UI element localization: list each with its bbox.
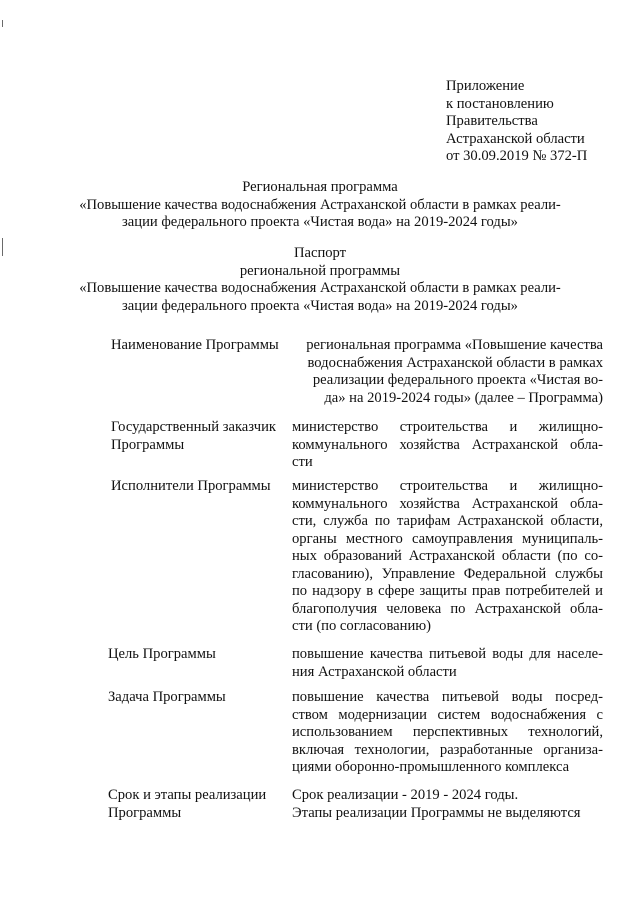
- row-value-line: сти: [292, 454, 313, 470]
- appendix-line: Правительства: [446, 113, 538, 129]
- row-value-line: министерство строительства и жилищно-: [292, 478, 603, 494]
- appendix-line: Приложение: [446, 78, 525, 94]
- row-label: [108, 787, 266, 822]
- row-value-line: коммунального хозяйства Астраханской обла-: [292, 495, 603, 512]
- row-label-line: Наименование Программы: [111, 337, 279, 353]
- row-value-line: региональная программа «Повышение качества: [306, 337, 603, 353]
- row-value-line: водоснабжения Астраханской области в рамках: [307, 354, 603, 371]
- row-value-line: Этапы реализации Программы не выделяются: [292, 804, 581, 821]
- program-title: [0, 179, 640, 232]
- row-value-line: повышение качества питьевой воды посред-: [292, 689, 603, 705]
- row-label-line: Задача Программы: [108, 689, 226, 705]
- row-value-line: сти (по согласованию): [292, 618, 432, 634]
- row-value-line: органы местного самоуправления муниципаль-: [292, 530, 603, 547]
- row-value: [292, 689, 603, 777]
- row-value-line: ных образований Астраханской области (по со-: [292, 548, 603, 564]
- appendix-line: Астраханской области: [446, 130, 585, 147]
- row-label-line: Государственный заказчик: [111, 419, 276, 435]
- row-value-line: сти, служба по тарифам Астраханской области,: [292, 513, 603, 529]
- row-value-line: реализации федерального проекта «Чистая во-: [312, 372, 603, 388]
- row-value-line: ния Астраханской области: [292, 663, 457, 680]
- row-value-line: министерство строительства и жилищно-: [292, 419, 603, 435]
- row-value-line: повышение качества питьевой воды для населе-: [292, 646, 603, 662]
- appendix-date-number: от 30.09.2019 № 372-П: [446, 148, 588, 164]
- program-title-line: «Повышение качества водоснабжения Астраханской области в рамках реали-: [79, 196, 561, 213]
- row-value-line: коммунального хозяйства Астраханской обла-: [292, 436, 603, 453]
- row-value: [292, 787, 603, 822]
- row-label: [108, 689, 226, 707]
- row-label-line: Цель Программы: [108, 646, 216, 662]
- scan-margin-mark: [2, 20, 3, 27]
- program-title-line: зации федерального проекта «Чистая вода» на 2019-2024 годы»: [122, 214, 518, 230]
- passport-title-line: зации федерального проекта «Чистая вода» на 2019-2024 годы»: [122, 297, 518, 314]
- program-title-line: Региональная программа: [242, 179, 398, 195]
- row-value-line: включая технологии, разработанные организа-: [292, 741, 603, 758]
- row-value-line: да» на 2019-2024 годы» (далее – Программа): [324, 389, 603, 406]
- passport-title-line: «Повышение качества водоснабжения Астраханской области в рамках реали-: [79, 280, 561, 296]
- row-value-line: ством модернизации систем водоснабжения с: [292, 706, 603, 723]
- row-label-line: Срок и этапы реализации: [108, 787, 267, 803]
- appendix-line: к постановлению: [446, 95, 554, 112]
- passport-title-line: региональной программы: [239, 262, 401, 279]
- row-value: [292, 478, 603, 636]
- row-value: [292, 646, 603, 681]
- row-value-line: по надзору в сфере защиты прав потребителей и: [292, 583, 603, 599]
- appendix-note: [446, 78, 636, 166]
- row-value-line: гласованию), Управление Федеральной службы: [292, 565, 603, 582]
- row-value-line: циями оборонно-промышленного комплекса: [292, 759, 570, 775]
- row-label-line: Программы: [111, 436, 185, 453]
- passport-title: [0, 245, 640, 315]
- row-value-line: благополучия человека по Астраханской обла-: [292, 600, 603, 617]
- row-label-line: Программы: [108, 804, 182, 821]
- row-value-line: Срок реализации - 2019 - 2024 годы.: [292, 787, 519, 803]
- row-label-line: Исполнители Программы: [111, 478, 271, 494]
- row-label: [111, 419, 276, 454]
- row-label: [111, 478, 271, 496]
- row-value: [292, 419, 603, 472]
- row-label: [111, 337, 279, 355]
- row-value-line: использованием перспективных технологий,: [292, 724, 603, 740]
- row-value: [296, 337, 603, 407]
- passport-title-line: Паспорт: [293, 245, 347, 261]
- row-label: [108, 646, 216, 664]
